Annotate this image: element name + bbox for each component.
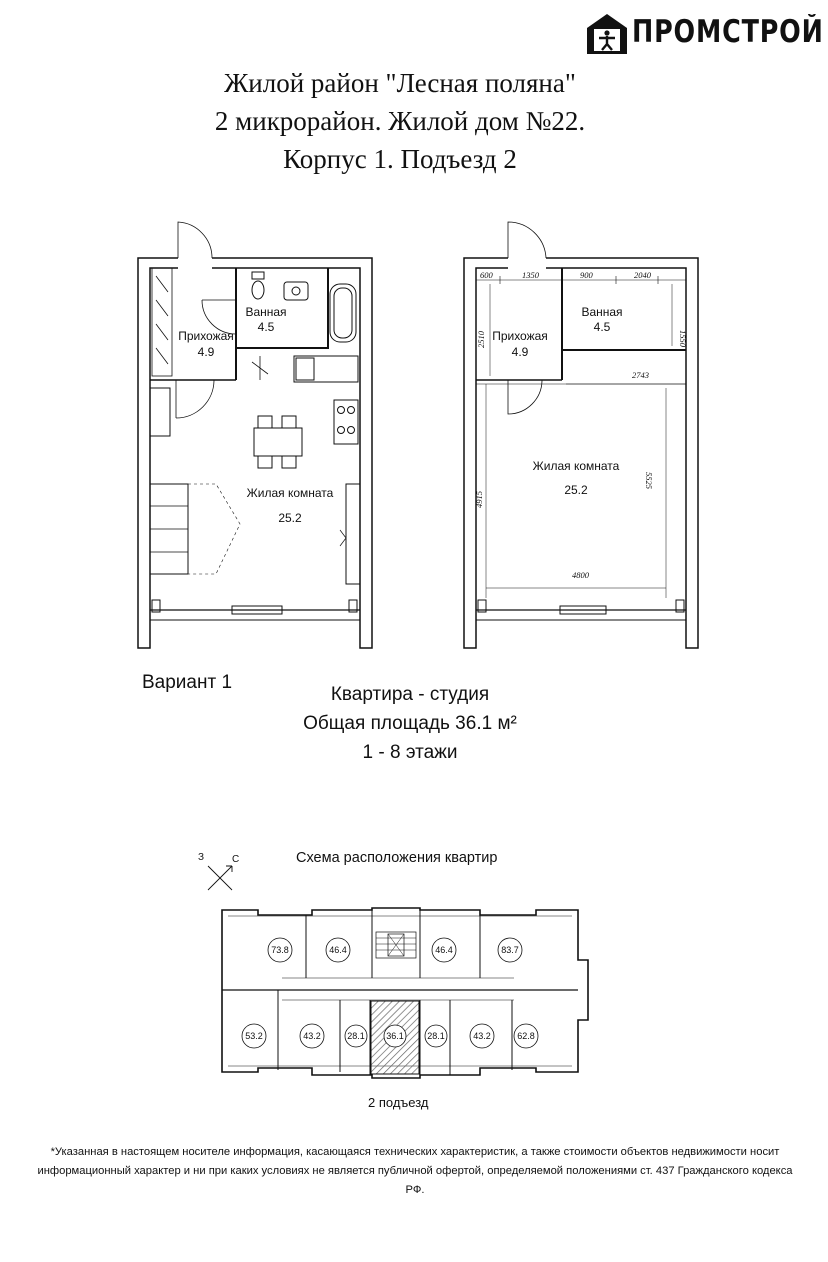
dimension-label: 2743: [632, 370, 649, 380]
plan-furnished: [138, 222, 372, 648]
room-area: 4.5: [257, 320, 275, 334]
apartment-scheme: [180, 840, 620, 1090]
apartment-area-label: 46.4: [435, 945, 453, 955]
apartment-type: Квартира - студия: [330, 684, 490, 705]
dimension-label: 2510: [476, 331, 486, 348]
title-line-3: Корпус 1. Подъезд 2: [283, 144, 517, 174]
dimension-label: 1550: [678, 330, 688, 347]
apartment-area-label: 73.8: [271, 945, 289, 955]
dimension-label: 4915: [474, 491, 484, 508]
variant-label: Вариант 1: [142, 672, 233, 693]
apartment-area-label: 46.4: [329, 945, 347, 955]
disclaimer-line-1: *Указанная в настоящем носителе информация, касающаяся технических характеристик, а также стоимости объектов недвижимости носит: [50, 1146, 780, 1158]
room-area: 4.9: [197, 345, 215, 359]
page-title: [150, 64, 650, 178]
apartment-area-label: 43.2: [473, 1031, 491, 1041]
brand-name: ПРОМСТРОЙ: [632, 14, 824, 50]
apartment-area-label: 62.8: [517, 1031, 535, 1041]
room-name: Ванная: [581, 305, 623, 319]
house-person-icon: [587, 14, 627, 54]
room-area: 25.2: [278, 511, 302, 525]
dimension-label: 600: [480, 270, 493, 280]
dimension-label: 2040: [634, 270, 651, 280]
room-area: 4.5: [593, 320, 611, 334]
title-line-1: Жилой район "Лесная поляна": [224, 68, 576, 98]
compass-west: З: [198, 852, 205, 863]
apartment-area-label: 36.1: [386, 1031, 404, 1041]
disclaimer-line-2: информационный характер и ни при каких условиях не является публичной офертой, определяемой положениями ст. 437 Гражданского кодекса РФ.: [37, 1165, 793, 1196]
apartment-floors: 1 - 8 этажи: [362, 742, 458, 763]
apartment-area-label: 28.1: [347, 1031, 365, 1041]
dimension-label: 900: [580, 270, 593, 280]
plan-furnished-labels: [178, 305, 333, 525]
room-area: 4.9: [511, 345, 529, 359]
room-name: Жилая комната: [532, 459, 620, 473]
scheme-title: Схема расположения квартир: [296, 850, 498, 866]
plan-dimensioned: [464, 222, 698, 648]
dimension-label: 4800: [572, 570, 589, 580]
disclaimer: [30, 1143, 800, 1200]
room-name: Ванная: [245, 305, 287, 319]
plan-dimensioned-labels: [474, 270, 688, 580]
room-area: 25.2: [564, 483, 588, 497]
entrance-label: 2 подъезд: [368, 1095, 429, 1110]
apartment-info: [260, 680, 560, 767]
apartment-area-label: 53.2: [245, 1031, 263, 1041]
room-name: Жилая комната: [246, 486, 334, 500]
apartment-area: Общая площадь 36.1 м²: [303, 713, 517, 734]
dimension-label: 5525: [644, 472, 654, 489]
compass-icon: [198, 852, 239, 890]
room-name: Прихожая: [492, 329, 548, 343]
title-line-2: 2 микрорайон. Жилой дом №22.: [214, 106, 586, 136]
apartment-area-label: 28.1: [427, 1031, 445, 1041]
room-name: Прихожая: [178, 329, 234, 343]
apartment-area-label: 43.2: [303, 1031, 321, 1041]
apartment-area-label: 83.7: [501, 945, 519, 955]
dimension-label: 1350: [522, 270, 539, 280]
floor-plans: [0, 210, 828, 660]
compass-north: С: [232, 854, 240, 865]
